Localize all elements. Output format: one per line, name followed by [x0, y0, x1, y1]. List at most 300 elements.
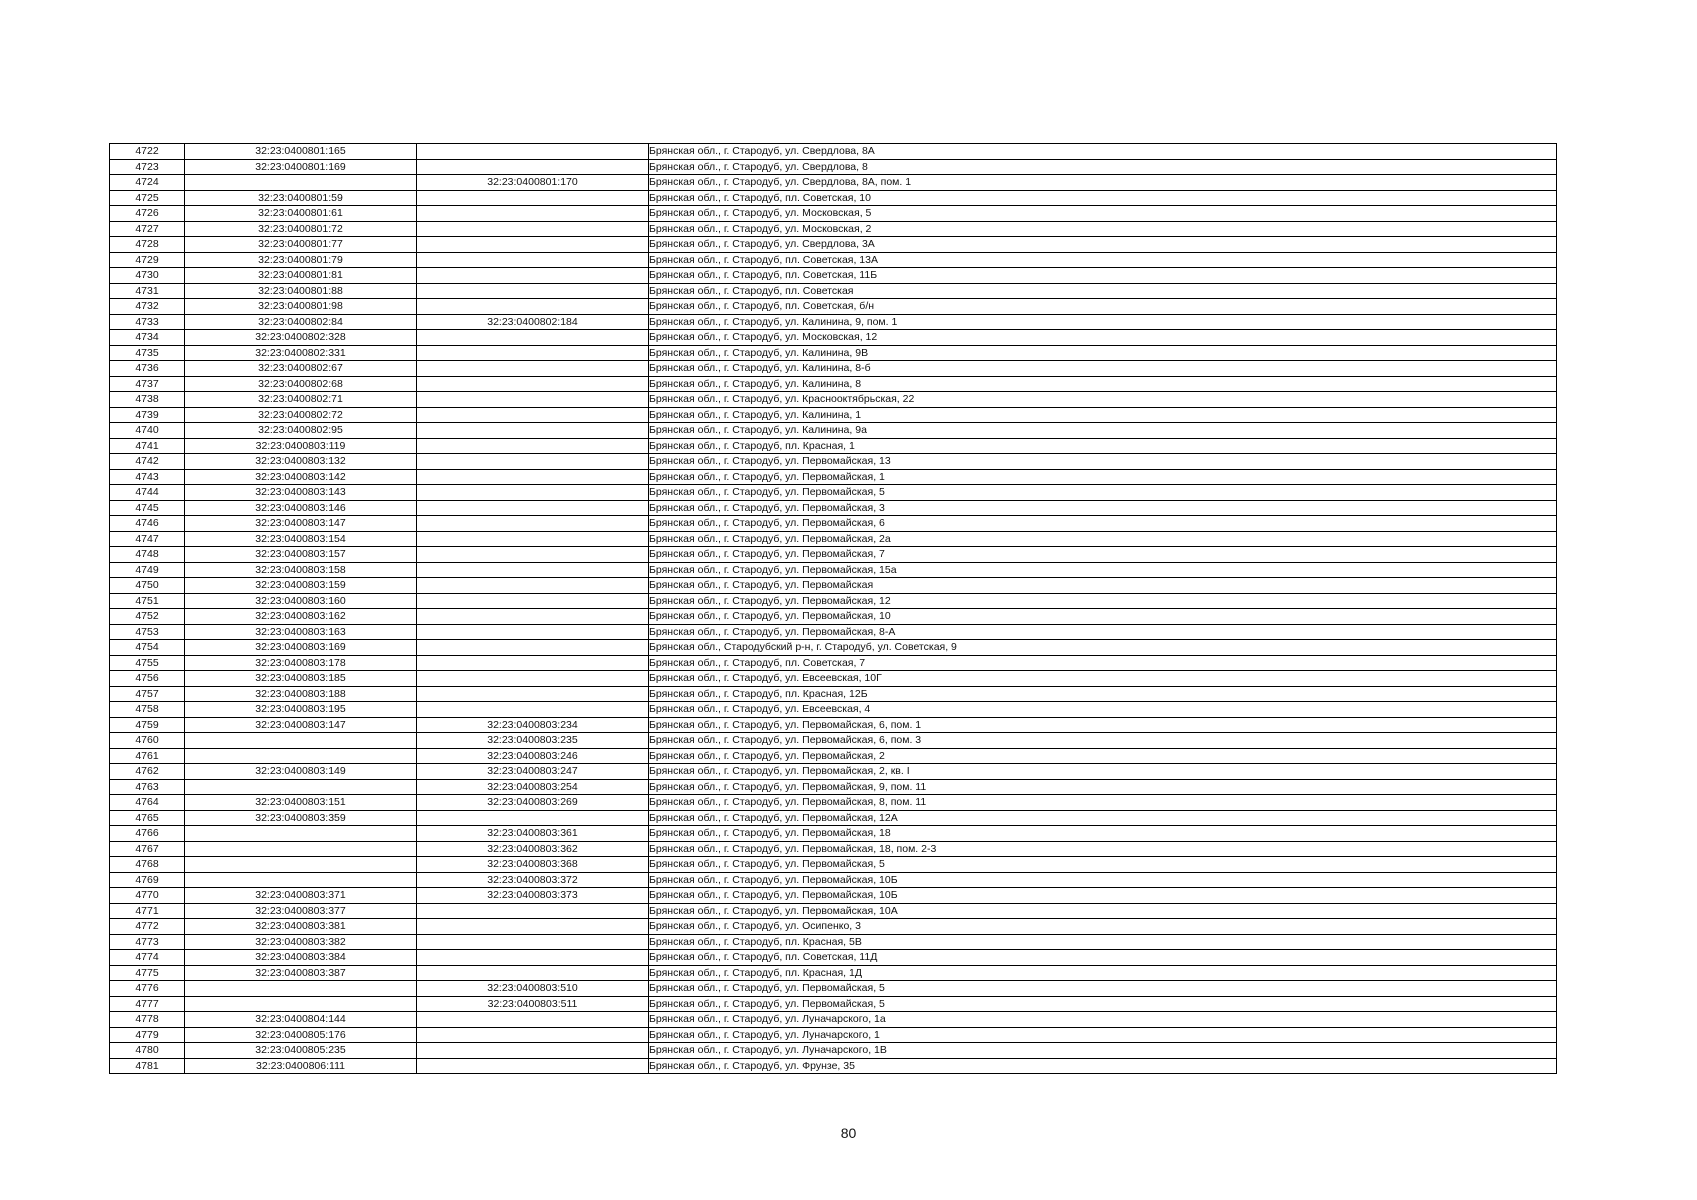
row-number-cell: 4744: [110, 485, 185, 501]
address-cell: Брянская обл., г. Стародуб, ул. Первомайская, 6, пом. 3: [649, 733, 1557, 749]
address-cell: Брянская обл., г. Стародуб, пл. Советская, 11Б: [649, 268, 1557, 284]
table-row: [110, 857, 1557, 873]
table-row: [110, 748, 1557, 764]
address-cell: Брянская обл., г. Стародуб, ул. Первомайская, 15а: [649, 562, 1557, 578]
table-row: [110, 1012, 1557, 1028]
premises-cadastral-number-cell: [417, 919, 649, 935]
table-row: [110, 810, 1557, 826]
row-number-cell: 4769: [110, 872, 185, 888]
address-cell: Брянская обл., г. Стародуб, ул. Луначарского, 1: [649, 1027, 1557, 1043]
row-number-cell: 4760: [110, 733, 185, 749]
table-row: [110, 996, 1557, 1012]
row-number-cell: 4768: [110, 857, 185, 873]
row-number-cell: 4726: [110, 206, 185, 222]
table-row: [110, 795, 1557, 811]
address-cell: Брянская обл., г. Стародуб, ул. Первомайская, 8-А: [649, 624, 1557, 640]
address-cell: Брянская обл., г. Стародуб, ул. Первомайская, 10Б: [649, 872, 1557, 888]
cadastral-number-cell: 32:23:0400801:88: [185, 283, 417, 299]
table-row: [110, 345, 1557, 361]
row-number-cell: 4764: [110, 795, 185, 811]
premises-cadastral-number-cell: [417, 221, 649, 237]
address-cell: Брянская обл., г. Стародуб, ул. Луначарского, 1В: [649, 1043, 1557, 1059]
row-number-cell: 4771: [110, 903, 185, 919]
premises-cadastral-number-cell: 32:23:0400803:234: [417, 717, 649, 733]
cadastral-number-cell: 32:23:0400802:331: [185, 345, 417, 361]
address-cell: Брянская обл., г. Стародуб, ул. Калинина, 8-б: [649, 361, 1557, 377]
premises-cadastral-number-cell: 32:23:0400802:184: [417, 314, 649, 330]
table-row: [110, 438, 1557, 454]
cadastral-number-cell: 32:23:0400803:132: [185, 454, 417, 470]
row-number-cell: 4728: [110, 237, 185, 253]
row-number-cell: 4774: [110, 950, 185, 966]
address-cell: Брянская обл., г. Стародуб, пл. Советская, 11Д: [649, 950, 1557, 966]
cadastral-number-cell: [185, 175, 417, 191]
cadastral-number-cell: 32:23:0400803:162: [185, 609, 417, 625]
table-row: [110, 423, 1557, 439]
table-row: [110, 919, 1557, 935]
address-cell: Брянская обл., г. Стародуб, ул. Первомайская, 9, пом. 11: [649, 779, 1557, 795]
table-row: [110, 392, 1557, 408]
premises-cadastral-number-cell: 32:23:0400803:247: [417, 764, 649, 780]
row-number-cell: 4733: [110, 314, 185, 330]
row-number-cell: 4757: [110, 686, 185, 702]
address-cell: Брянская обл., г. Стародуб, ул. Московская, 12: [649, 330, 1557, 346]
table-row: [110, 206, 1557, 222]
row-number-cell: 4741: [110, 438, 185, 454]
table-row: [110, 516, 1557, 532]
premises-cadastral-number-cell: [417, 299, 649, 315]
address-cell: Брянская обл., г. Стародуб, ул. Первомайская, 13: [649, 454, 1557, 470]
cadastral-number-cell: 32:23:0400803:146: [185, 500, 417, 516]
cadastral-number-cell: 32:23:0400801:169: [185, 159, 417, 175]
address-cell: Брянская обл., Стародубский р-н, г. Стародуб, ул. Советская, 9: [649, 640, 1557, 656]
cadastral-number-cell: 32:23:0400803:147: [185, 717, 417, 733]
cadastral-number-cell: 32:23:0400803:159: [185, 578, 417, 594]
premises-cadastral-number-cell: [417, 702, 649, 718]
cadastral-number-cell: 32:23:0400802:72: [185, 407, 417, 423]
cadastral-number-cell: 32:23:0400803:169: [185, 640, 417, 656]
address-cell: Брянская обл., г. Стародуб, ул. Первомайская, 6: [649, 516, 1557, 532]
premises-cadastral-number-cell: 32:23:0400803:361: [417, 826, 649, 842]
address-cell: Брянская обл., г. Стародуб, ул. Первомайская, 5: [649, 981, 1557, 997]
table-row: [110, 965, 1557, 981]
premises-cadastral-number-cell: [417, 376, 649, 392]
table-row: [110, 547, 1557, 563]
row-number-cell: 4737: [110, 376, 185, 392]
registry-table: [109, 143, 1557, 1074]
row-number-cell: 4738: [110, 392, 185, 408]
address-cell: Брянская обл., г. Стародуб, ул. Первомайская, 8, пом. 11: [649, 795, 1557, 811]
cadastral-number-cell: 32:23:0400805:176: [185, 1027, 417, 1043]
cadastral-number-cell: 32:23:0400803:151: [185, 795, 417, 811]
premises-cadastral-number-cell: [417, 1027, 649, 1043]
premises-cadastral-number-cell: [417, 950, 649, 966]
address-cell: Брянская обл., г. Стародуб, ул. Евсеевская, 4: [649, 702, 1557, 718]
address-cell: Брянская обл., г. Стародуб, ул. Первомайская, 10: [649, 609, 1557, 625]
cadastral-number-cell: 32:23:0400803:149: [185, 764, 417, 780]
cadastral-number-cell: [185, 733, 417, 749]
premises-cadastral-number-cell: [417, 624, 649, 640]
address-cell: Брянская обл., г. Стародуб, ул. Луначарского, 1а: [649, 1012, 1557, 1028]
row-number-cell: 4759: [110, 717, 185, 733]
row-number-cell: 4781: [110, 1058, 185, 1074]
row-number-cell: 4751: [110, 593, 185, 609]
cadastral-number-cell: 32:23:0400803:384: [185, 950, 417, 966]
cadastral-number-cell: 32:23:0400803:147: [185, 516, 417, 532]
row-number-cell: 4732: [110, 299, 185, 315]
table-row: [110, 593, 1557, 609]
premises-cadastral-number-cell: [417, 361, 649, 377]
table-row: [110, 469, 1557, 485]
row-number-cell: 4777: [110, 996, 185, 1012]
row-number-cell: 4763: [110, 779, 185, 795]
premises-cadastral-number-cell: [417, 454, 649, 470]
table-row: [110, 950, 1557, 966]
row-number-cell: 4722: [110, 144, 185, 160]
address-cell: Брянская обл., г. Стародуб, пл. Советская, б/н: [649, 299, 1557, 315]
address-cell: Брянская обл., г. Стародуб, ул. Первомайская, 5: [649, 485, 1557, 501]
table-row: [110, 841, 1557, 857]
row-number-cell: 4772: [110, 919, 185, 935]
cadastral-number-cell: 32:23:0400801:61: [185, 206, 417, 222]
premises-cadastral-number-cell: [417, 1012, 649, 1028]
premises-cadastral-number-cell: [417, 965, 649, 981]
row-number-cell: 4731: [110, 283, 185, 299]
table-row: [110, 888, 1557, 904]
row-number-cell: 4743: [110, 469, 185, 485]
premises-cadastral-number-cell: [417, 423, 649, 439]
table-row: [110, 779, 1557, 795]
address-cell: Брянская обл., г. Стародуб, пл. Красная, 1: [649, 438, 1557, 454]
premises-cadastral-number-cell: 32:23:0400803:368: [417, 857, 649, 873]
row-number-cell: 4723: [110, 159, 185, 175]
cadastral-number-cell: [185, 748, 417, 764]
cadastral-number-cell: 32:23:0400803:142: [185, 469, 417, 485]
table-row: [110, 764, 1557, 780]
page-number: 80: [840, 1125, 857, 1141]
cadastral-number-cell: [185, 996, 417, 1012]
table-row: [110, 903, 1557, 919]
table-row: [110, 1058, 1557, 1074]
address-cell: Брянская обл., г. Стародуб, ул. Первомайская, 2: [649, 748, 1557, 764]
premises-cadastral-number-cell: [417, 934, 649, 950]
premises-cadastral-number-cell: [417, 438, 649, 454]
cadastral-number-cell: [185, 826, 417, 842]
address-cell: Брянская обл., г. Стародуб, ул. Свердлова, 8А, пом. 1: [649, 175, 1557, 191]
address-cell: Брянская обл., г. Стародуб, ул. Краснооктябрьская, 22: [649, 392, 1557, 408]
premises-cadastral-number-cell: [417, 190, 649, 206]
address-cell: Брянская обл., г. Стародуб, ул. Осипенко, 3: [649, 919, 1557, 935]
premises-cadastral-number-cell: [417, 686, 649, 702]
cadastral-number-cell: 32:23:0400802:84: [185, 314, 417, 330]
address-cell: Брянская обл., г. Стародуб, ул. Первомайская, 10Б: [649, 888, 1557, 904]
table-row: [110, 299, 1557, 315]
row-number-cell: 4750: [110, 578, 185, 594]
premises-cadastral-number-cell: 32:23:0400803:510: [417, 981, 649, 997]
premises-cadastral-number-cell: [417, 671, 649, 687]
row-number-cell: 4746: [110, 516, 185, 532]
cadastral-number-cell: 32:23:0400803:143: [185, 485, 417, 501]
cadastral-number-cell: [185, 872, 417, 888]
address-cell: Брянская обл., г. Стародуб, ул. Евсеевская, 10Г: [649, 671, 1557, 687]
premises-cadastral-number-cell: [417, 547, 649, 563]
table-row: [110, 314, 1557, 330]
address-cell: Брянская обл., г. Стародуб, ул. Фрунзе, 35: [649, 1058, 1557, 1074]
row-number-cell: 4734: [110, 330, 185, 346]
premises-cadastral-number-cell: [417, 531, 649, 547]
row-number-cell: 4742: [110, 454, 185, 470]
table-row: [110, 485, 1557, 501]
premises-cadastral-number-cell: 32:23:0400803:373: [417, 888, 649, 904]
table-row: [110, 252, 1557, 268]
table-row: [110, 407, 1557, 423]
cadastral-number-cell: 32:23:0400801:79: [185, 252, 417, 268]
premises-cadastral-number-cell: 32:23:0400803:511: [417, 996, 649, 1012]
cadastral-number-cell: [185, 981, 417, 997]
row-number-cell: 4758: [110, 702, 185, 718]
table-row: [110, 531, 1557, 547]
address-cell: Брянская обл., г. Стародуб, пл. Красная, 1Д: [649, 965, 1557, 981]
row-number-cell: 4747: [110, 531, 185, 547]
row-number-cell: 4778: [110, 1012, 185, 1028]
row-number-cell: 4735: [110, 345, 185, 361]
cadastral-number-cell: 32:23:0400803:371: [185, 888, 417, 904]
address-cell: Брянская обл., г. Стародуб, ул. Калинина, 9а: [649, 423, 1557, 439]
premises-cadastral-number-cell: [417, 578, 649, 594]
table-row: [110, 376, 1557, 392]
table-row: [110, 702, 1557, 718]
premises-cadastral-number-cell: [417, 330, 649, 346]
address-cell: Брянская обл., г. Стародуб, ул. Московская, 5: [649, 206, 1557, 222]
row-number-cell: 4748: [110, 547, 185, 563]
table-row: [110, 934, 1557, 950]
table-row: [110, 686, 1557, 702]
cadastral-number-cell: 32:23:0400801:72: [185, 221, 417, 237]
cadastral-number-cell: 32:23:0400803:359: [185, 810, 417, 826]
row-number-cell: 4775: [110, 965, 185, 981]
cadastral-number-cell: 32:23:0400801:77: [185, 237, 417, 253]
address-cell: Брянская обл., г. Стародуб, ул. Первомайская, 2а: [649, 531, 1557, 547]
address-cell: Брянская обл., г. Стародуб, ул. Свердлова, 8: [649, 159, 1557, 175]
table-row: [110, 283, 1557, 299]
table-row: [110, 175, 1557, 191]
address-cell: Брянская обл., г. Стародуб, пл. Советская, 7: [649, 655, 1557, 671]
row-number-cell: 4753: [110, 624, 185, 640]
cadastral-number-cell: 32:23:0400803:381: [185, 919, 417, 935]
cadastral-number-cell: 32:23:0400802:67: [185, 361, 417, 377]
row-number-cell: 4749: [110, 562, 185, 578]
row-number-cell: 4776: [110, 981, 185, 997]
cadastral-number-cell: 32:23:0400802:68: [185, 376, 417, 392]
cadastral-number-cell: 32:23:0400803:154: [185, 531, 417, 547]
row-number-cell: 4765: [110, 810, 185, 826]
premises-cadastral-number-cell: [417, 283, 649, 299]
cadastral-number-cell: 32:23:0400804:144: [185, 1012, 417, 1028]
table-row: [110, 624, 1557, 640]
row-number-cell: 4724: [110, 175, 185, 191]
table-row: [110, 454, 1557, 470]
address-cell: Брянская обл., г. Стародуб, ул. Первомайская, 6, пом. 1: [649, 717, 1557, 733]
table-row: [110, 221, 1557, 237]
address-cell: Брянская обл., г. Стародуб, ул. Первомайская: [649, 578, 1557, 594]
table-row: [110, 733, 1557, 749]
table-row: [110, 562, 1557, 578]
row-number-cell: 4755: [110, 655, 185, 671]
address-cell: Брянская обл., г. Стародуб, ул. Калинина, 9, пом. 1: [649, 314, 1557, 330]
row-number-cell: 4729: [110, 252, 185, 268]
address-cell: Брянская обл., г. Стародуб, ул. Первомайская, 18: [649, 826, 1557, 842]
premises-cadastral-number-cell: [417, 810, 649, 826]
cadastral-number-cell: 32:23:0400803:160: [185, 593, 417, 609]
premises-cadastral-number-cell: [417, 206, 649, 222]
cadastral-number-cell: [185, 841, 417, 857]
address-cell: Брянская обл., г. Стародуб, ул. Первомайская, 5: [649, 857, 1557, 873]
premises-cadastral-number-cell: [417, 392, 649, 408]
cadastral-number-cell: 32:23:0400801:165: [185, 144, 417, 160]
premises-cadastral-number-cell: [417, 469, 649, 485]
table-row: [110, 144, 1557, 160]
address-cell: Брянская обл., г. Стародуб, ул. Московская, 2: [649, 221, 1557, 237]
address-cell: Брянская обл., г. Стародуб, ул. Первомайская, 2, кв. I: [649, 764, 1557, 780]
cadastral-number-cell: 32:23:0400803:119: [185, 438, 417, 454]
cadastral-number-cell: 32:23:0400803:158: [185, 562, 417, 578]
address-cell: Брянская обл., г. Стародуб, ул. Свердлова, 3А: [649, 237, 1557, 253]
cadastral-number-cell: 32:23:0400801:59: [185, 190, 417, 206]
address-cell: Брянская обл., г. Стародуб, пл. Советская, 13А: [649, 252, 1557, 268]
premises-cadastral-number-cell: 32:23:0400801:170: [417, 175, 649, 191]
premises-cadastral-number-cell: [417, 562, 649, 578]
cadastral-number-cell: 32:23:0400803:188: [185, 686, 417, 702]
cadastral-number-cell: 32:23:0400801:98: [185, 299, 417, 315]
cadastral-number-cell: 32:23:0400802:95: [185, 423, 417, 439]
cadastral-number-cell: 32:23:0400803:185: [185, 671, 417, 687]
premises-cadastral-number-cell: [417, 237, 649, 253]
registry-table-body: [110, 144, 1557, 1074]
row-number-cell: 4766: [110, 826, 185, 842]
cadastral-number-cell: [185, 857, 417, 873]
table-row: [110, 671, 1557, 687]
address-cell: Брянская обл., г. Стародуб, ул. Первомайская, 10А: [649, 903, 1557, 919]
premises-cadastral-number-cell: [417, 516, 649, 532]
address-cell: Брянская обл., г. Стародуб, ул. Первомайская, 18, пом. 2-3: [649, 841, 1557, 857]
row-number-cell: 4773: [110, 934, 185, 950]
cadastral-number-cell: 32:23:0400802:328: [185, 330, 417, 346]
address-cell: Брянская обл., г. Стародуб, пл. Красная, 5В: [649, 934, 1557, 950]
premises-cadastral-number-cell: [417, 485, 649, 501]
row-number-cell: 4736: [110, 361, 185, 377]
premises-cadastral-number-cell: [417, 144, 649, 160]
table-row: [110, 1027, 1557, 1043]
address-cell: Брянская обл., г. Стародуб, ул. Первомайская, 5: [649, 996, 1557, 1012]
cadastral-number-cell: 32:23:0400803:178: [185, 655, 417, 671]
row-number-cell: 4752: [110, 609, 185, 625]
table-row: [110, 500, 1557, 516]
address-cell: Брянская обл., г. Стародуб, ул. Первомайская, 12А: [649, 810, 1557, 826]
address-cell: Брянская обл., г. Стародуб, ул. Калинина, 8: [649, 376, 1557, 392]
premises-cadastral-number-cell: [417, 345, 649, 361]
address-cell: Брянская обл., г. Стародуб, ул. Калинина, 1: [649, 407, 1557, 423]
table-row: [110, 981, 1557, 997]
cadastral-number-cell: 32:23:0400803:382: [185, 934, 417, 950]
premises-cadastral-number-cell: [417, 252, 649, 268]
row-number-cell: 4756: [110, 671, 185, 687]
cadastral-number-cell: 32:23:0400803:387: [185, 965, 417, 981]
row-number-cell: 4779: [110, 1027, 185, 1043]
cadastral-number-cell: 32:23:0400803:157: [185, 547, 417, 563]
premises-cadastral-number-cell: 32:23:0400803:254: [417, 779, 649, 795]
table-row: [110, 717, 1557, 733]
table-row: [110, 190, 1557, 206]
premises-cadastral-number-cell: 32:23:0400803:362: [417, 841, 649, 857]
address-cell: Брянская обл., г. Стародуб, ул. Первомайская, 7: [649, 547, 1557, 563]
cadastral-number-cell: 32:23:0400803:163: [185, 624, 417, 640]
row-number-cell: 4739: [110, 407, 185, 423]
address-cell: Брянская обл., г. Стародуб, пл. Советская, 10: [649, 190, 1557, 206]
table-row: [110, 872, 1557, 888]
row-number-cell: 4745: [110, 500, 185, 516]
table-row: [110, 330, 1557, 346]
table-row: [110, 640, 1557, 656]
row-number-cell: 4754: [110, 640, 185, 656]
premises-cadastral-number-cell: [417, 159, 649, 175]
premises-cadastral-number-cell: [417, 500, 649, 516]
row-number-cell: 4725: [110, 190, 185, 206]
cadastral-number-cell: 32:23:0400803:377: [185, 903, 417, 919]
cadastral-number-cell: 32:23:0400806:111: [185, 1058, 417, 1074]
premises-cadastral-number-cell: [417, 1043, 649, 1059]
premises-cadastral-number-cell: 32:23:0400803:269: [417, 795, 649, 811]
table-row: [110, 1043, 1557, 1059]
premises-cadastral-number-cell: 32:23:0400803:235: [417, 733, 649, 749]
cadastral-number-cell: [185, 779, 417, 795]
cadastral-number-cell: 32:23:0400801:81: [185, 268, 417, 284]
cadastral-number-cell: 32:23:0400805:235: [185, 1043, 417, 1059]
cadastral-number-cell: 32:23:0400803:195: [185, 702, 417, 718]
table-row: [110, 578, 1557, 594]
address-cell: Брянская обл., г. Стародуб, ул. Свердлова, 8А: [649, 144, 1557, 160]
row-number-cell: 4761: [110, 748, 185, 764]
address-cell: Брянская обл., г. Стародуб, пл. Советская: [649, 283, 1557, 299]
table-row: [110, 159, 1557, 175]
table-row: [110, 655, 1557, 671]
premises-cadastral-number-cell: [417, 593, 649, 609]
address-cell: Брянская обл., г. Стародуб, ул. Калинина, 9В: [649, 345, 1557, 361]
row-number-cell: 4770: [110, 888, 185, 904]
premises-cadastral-number-cell: 32:23:0400803:246: [417, 748, 649, 764]
premises-cadastral-number-cell: [417, 640, 649, 656]
row-number-cell: 4762: [110, 764, 185, 780]
premises-cadastral-number-cell: [417, 1058, 649, 1074]
table-row: [110, 826, 1557, 842]
table-row: [110, 237, 1557, 253]
address-cell: Брянская обл., г. Стародуб, ул. Первомайская, 3: [649, 500, 1557, 516]
premises-cadastral-number-cell: [417, 655, 649, 671]
premises-cadastral-number-cell: 32:23:0400803:372: [417, 872, 649, 888]
premises-cadastral-number-cell: [417, 609, 649, 625]
row-number-cell: 4767: [110, 841, 185, 857]
premises-cadastral-number-cell: [417, 407, 649, 423]
table-row: [110, 361, 1557, 377]
row-number-cell: 4730: [110, 268, 185, 284]
address-cell: Брянская обл., г. Стародуб, пл. Красная, 12Б: [649, 686, 1557, 702]
premises-cadastral-number-cell: [417, 268, 649, 284]
table-row: [110, 268, 1557, 284]
premises-cadastral-number-cell: [417, 903, 649, 919]
row-number-cell: 4740: [110, 423, 185, 439]
row-number-cell: 4780: [110, 1043, 185, 1059]
address-cell: Брянская обл., г. Стародуб, ул. Первомайская, 1: [649, 469, 1557, 485]
address-cell: Брянская обл., г. Стародуб, ул. Первомайская, 12: [649, 593, 1557, 609]
